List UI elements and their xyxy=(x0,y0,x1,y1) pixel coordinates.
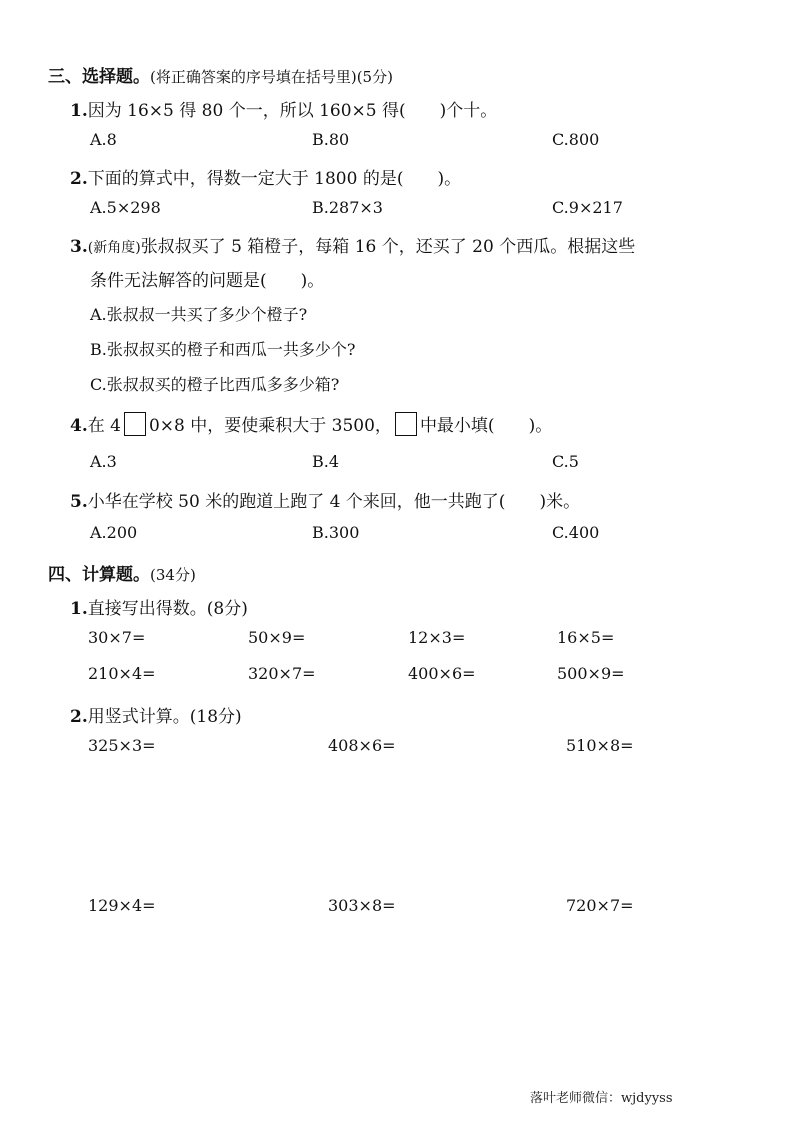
footer-contact: 落叶老师微信：wjdyyss xyxy=(530,1091,673,1106)
option-c[interactable]: C.9×217 xyxy=(552,198,623,217)
question-text: 条件无法解答的问题是( xyxy=(90,271,267,291)
digit-box[interactable] xyxy=(395,412,417,436)
new-angle-tag: (新角度) xyxy=(87,240,141,256)
question-3 xyxy=(70,232,635,257)
calc-part-2-heading xyxy=(70,702,242,727)
question-text: 因为 16×5 得 80 个一，所以 160×5 得( xyxy=(87,101,406,121)
section-4-note: (34分) xyxy=(150,566,196,584)
option-c[interactable]: C.400 xyxy=(552,523,600,542)
section-3-title: 三、选择题。 xyxy=(48,67,150,87)
part-text: 用竖式计算。(18分) xyxy=(87,707,242,727)
question-number: 3. xyxy=(70,237,88,257)
section-3-note: (将正确答案的序号填在括号里)(5分) xyxy=(150,68,393,86)
option-a[interactable]: A.5×298 xyxy=(90,198,161,217)
question-text: 下面的算式中，得数一定大于 1800 的是( xyxy=(87,169,404,189)
option-c[interactable]: C.5 xyxy=(552,452,579,471)
part-text: 直接写出得数。(8分) xyxy=(87,599,248,619)
option-a[interactable]: A.张叔叔一共买了多少个橙子? xyxy=(90,305,308,324)
option-b[interactable]: B.287×3 xyxy=(312,198,383,217)
option-a[interactable]: A.8 xyxy=(90,130,117,149)
question-text: 小华在学校 50 米的跑道上跑了 4 个来回，他一共跑了( xyxy=(87,492,506,512)
option-b[interactable]: B.80 xyxy=(312,130,350,149)
vertical-calc-item: 720×7= xyxy=(566,896,634,915)
option-a[interactable]: A.3 xyxy=(90,452,117,471)
oral-calc-item: 500×9= xyxy=(557,664,625,683)
oral-calc-item: 400×6= xyxy=(408,664,476,683)
question-text-end: )。 xyxy=(437,169,462,189)
question-text-end: )个十。 xyxy=(439,101,498,121)
question-text: 在 4 xyxy=(87,416,121,436)
question-number: 2. xyxy=(70,169,88,189)
part-number: 2. xyxy=(70,707,88,727)
question-number: 5. xyxy=(70,492,88,512)
section-4-title: 四、计算题。 xyxy=(48,565,150,585)
section-3-heading xyxy=(48,62,393,87)
section-4-heading xyxy=(48,560,196,585)
question-5 xyxy=(70,487,580,512)
vertical-calc-item: 510×8= xyxy=(566,736,634,755)
question-number: 4. xyxy=(70,416,88,436)
oral-calc-item: 30×7= xyxy=(88,628,146,647)
vertical-calc-item: 325×3= xyxy=(88,736,156,755)
question-3-line-2 xyxy=(90,266,324,291)
oral-calc-item: 12×3= xyxy=(408,628,466,647)
question-number: 1. xyxy=(70,101,88,121)
question-text-end: )。 xyxy=(300,271,325,291)
oral-calc-item: 320×7= xyxy=(248,664,316,683)
option-c[interactable]: C.张叔叔买的橙子比西瓜多多少箱? xyxy=(90,375,340,394)
vertical-calc-item: 129×4= xyxy=(88,896,156,915)
oral-calc-item: 50×9= xyxy=(248,628,306,647)
question-text-end: )米。 xyxy=(539,492,581,512)
question-4 xyxy=(70,411,552,436)
vertical-calc-item: 408×6= xyxy=(328,736,396,755)
part-number: 1. xyxy=(70,599,88,619)
question-text: 0×8 中，要使乘积大于 3500， xyxy=(148,416,392,436)
question-text-end: )。 xyxy=(528,416,553,436)
vertical-calc-item: 303×8= xyxy=(328,896,396,915)
option-c[interactable]: C.800 xyxy=(552,130,600,149)
option-a[interactable]: A.200 xyxy=(90,523,138,542)
question-text: 中最小填( xyxy=(419,416,495,436)
option-b[interactable]: B.4 xyxy=(312,452,340,471)
calc-part-1-heading xyxy=(70,594,248,619)
question-2 xyxy=(70,164,461,189)
oral-calc-item: 210×4= xyxy=(88,664,156,683)
question-text: 张叔叔买了 5 箱橙子，每箱 16 个，还买了 20 个西瓜。根据这些 xyxy=(140,237,636,257)
question-1 xyxy=(70,96,497,121)
oral-calc-item: 16×5= xyxy=(557,628,615,647)
option-b[interactable]: B.300 xyxy=(312,523,360,542)
option-b[interactable]: B.张叔叔买的橙子和西瓜一共多少个? xyxy=(90,340,356,359)
digit-box[interactable] xyxy=(124,412,146,436)
